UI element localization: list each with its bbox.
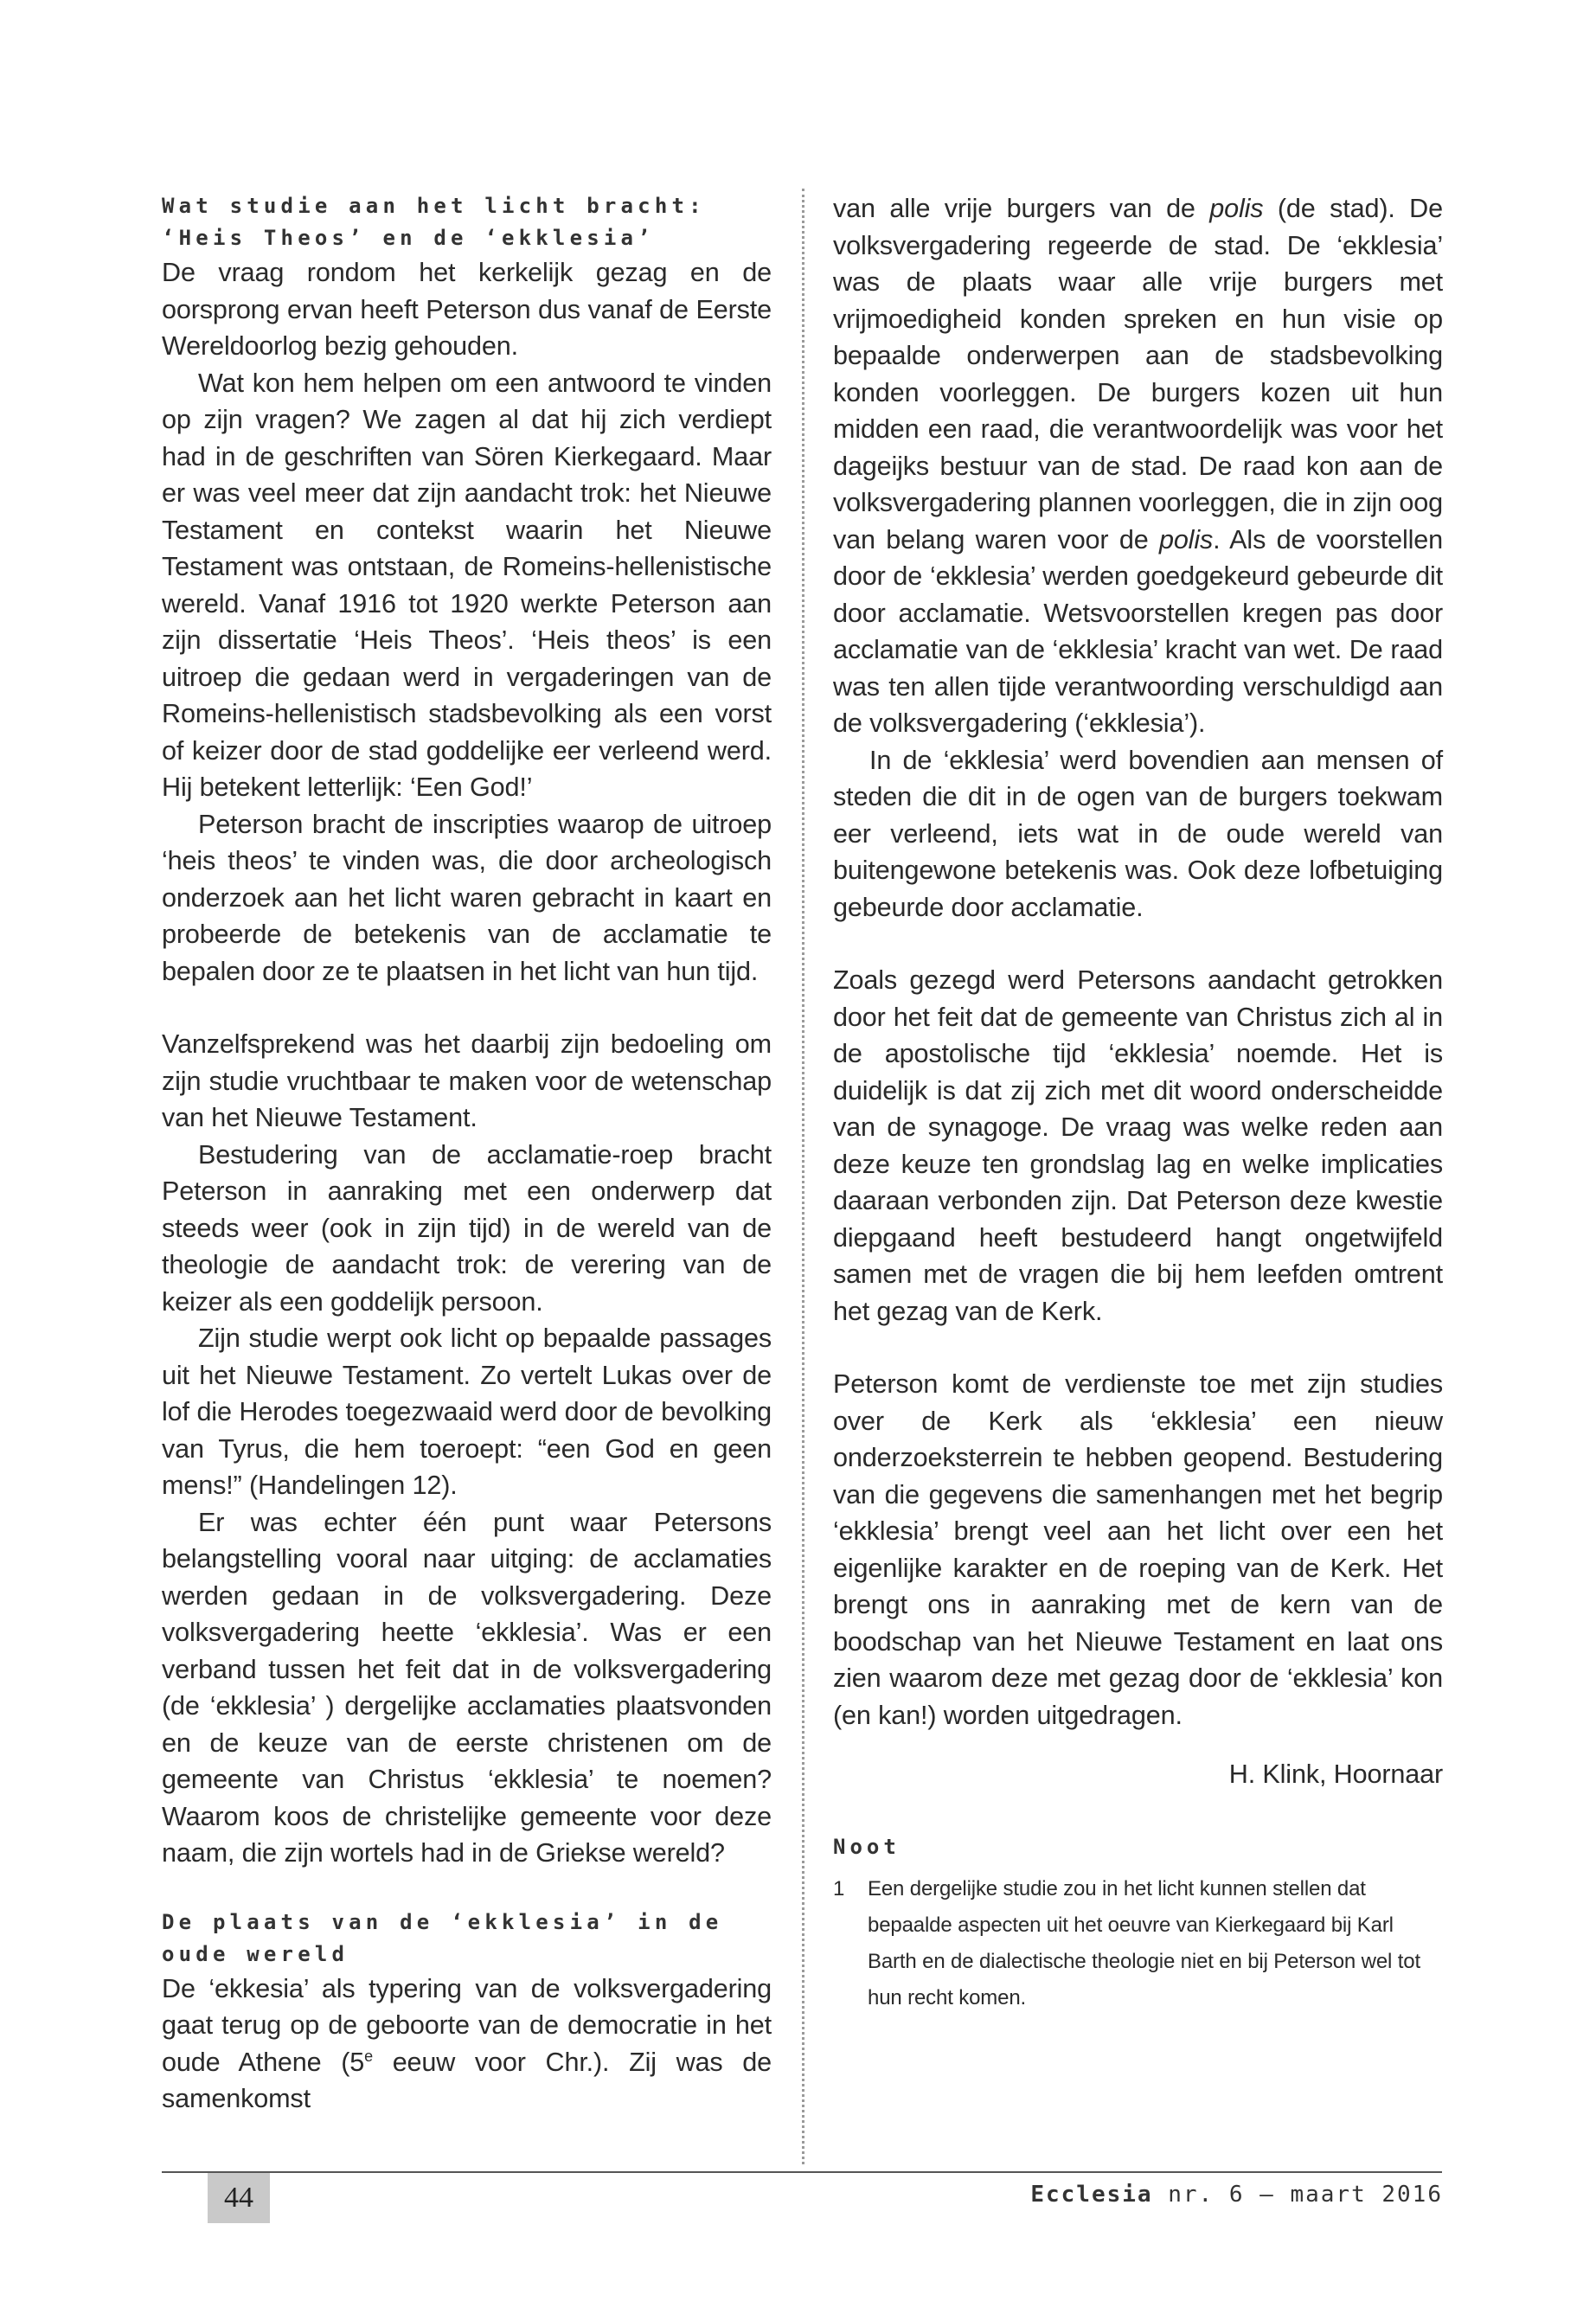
- paragraph: Zijn studie werpt ook licht op bepaalde passages uit het Nieuwe Testament. Zo vertelt Lukas over de lof die Herodes toegezwaaid werd door de bevolking van Tyrus, die hem toeroept: “een God en geen mens!” (Handelingen 12).: [162, 1324, 772, 1500]
- page-number: 44: [208, 2173, 270, 2223]
- section-heading-2: De plaats van de ‘ekklesia’ in de oude wereld: [162, 1909, 723, 1966]
- paragraph: In de ‘ekklesia’ werd bovendien aan mensen of steden die dit in de ogen van de burgers toekwam eer verleend, iets wat in de oude wereld van buitengewone betekenis was. Ook deze lofbetuiging gebeurde door acclamatie.: [833, 745, 1443, 922]
- footnote-text: Een dergelijke studie zou in het licht kunnen stellen dat bepaalde aspecten uit het oeuvre van Kierkegaard bij Karl Barth en de dialectische theologie niet en bij Peterson wel tot hun recht komen.: [868, 1876, 1420, 2009]
- paragraph: De vraag rondom het kerkelijk gezag en de oorsprong ervan heeft Peterson dus vanaf de Eerste Wereldoorlog bezig gehouden.: [162, 258, 772, 361]
- column-divider: [802, 189, 804, 2164]
- paragraph: van alle vrije burgers van de polis (de stad). De volksvergadering regeerde de stad. De ‘ekklesia’ was de plaats waar alle vrije burgers met vrijmoedigheid konden spreken en hun visie op bepaalde onderwerpen aan de stadsbevolking konden voorleggen. De burgers kozen uit hun midden een raad, die verantwoordelijk was voor het dageijks bestuur van de stad. De raad kon aan de volksvergadering plannen voorleggen, die in zijn oog van belang waren voor de polis. Als de voorstellen door de ‘ekklesia’ werden goedgekeurd gebeurde dit door acclamatie. Wetsvoorstellen kregen pas door acclamatie van de ‘ekklesia’ kracht van wet. De raad was ten allen tijde verantwoording verschuldigd aan de volksvergadering (‘ekklesia’).: [833, 194, 1443, 738]
- paragraph: Er was echter één punt waar Petersons belangstelling vooral naar uitging: de acclamaties werden gedaan in de volksvergadering. Deze volksvergadering heette ‘ekklesia’. Was er een verband tussen het feit dat in de volksvergadering (de ‘ekklesia’ ) dergelijke acclamaties plaatsvonden en de keuze van de eerste christenen om de gemeente van Christus ‘ekklesia’ te noemen? Waarom koos de christelijke gemeente voor deze naam, die zijn wortels had in de Griekse wereld?: [162, 1507, 772, 1868]
- left-column: [162, 190, 772, 2118]
- issue-info: nr. 6 — maart 2016: [1152, 2182, 1443, 2208]
- paragraph: Wat kon hem helpen om een antwoord te vinden op zijn vragen? We zagen al dat hij zich verdiept had in de geschriften van Sören Kierkegaard. Maar er was veel meer dat zijn aandacht trok: het Nieuwe Testament en contekst waarin het Nieuwe Testament was ontstaan, de Romeins-hellenistische wereld. Vanaf 1916 tot 1920 werkte Peterson aan zijn dissertatie ‘Heis Theos’. ‘Heis theos’ is een uitroep die gedaan werd in vergaderingen van de Romeins-hellenistisch stadsbevolking als een vorst of keizer door de stad goddelijke eer verleend werd. Hij betekent letterlijk: ‘Een God!’: [162, 368, 772, 802]
- note-heading: Noot: [833, 1834, 901, 1859]
- paragraph: Bestudering van de acclamatie-roep bracht Peterson in aanraking met een onderwerp dat steeds weer (ook in zijn tijd) in de wereld van de theologie de aandacht trok: de verering van de keizer als een goddelijk persoon.: [162, 1139, 772, 1317]
- footnote-number: 1: [833, 1876, 845, 1900]
- magazine-name: Ecclesia: [1030, 2182, 1153, 2208]
- footnote: [833, 1871, 1443, 2016]
- paragraph: Zoals gezegd werd Petersons aandacht getrokken door het feit dat de gemeente van Christus zich al in de apostolische tijd ‘ekklesia’ noemde. Het is duidelijk is dat zij zich met dit woord onderscheidde van de synagoge. De vraag was welke reden aan deze keuze ten grondslag lag en welke implicaties daaraan verbonden zijn. Dat Peterson deze kwestie diepgaand heeft bestudeerd hangt ongetwijfeld samen met de vragen die bij hem leefden omtrent het gezag van de Kerk.: [833, 965, 1443, 1326]
- author-signature: H. Klink, Hoornaar: [1228, 1759, 1443, 1789]
- paragraph: De ‘ekkesia’ als typering van de volksvergadering gaat terug op de geboorte van de democratie in het oude Athene (5e eeuw voor Chr.). Zij was de samenkomst: [162, 1973, 772, 2113]
- right-column: [833, 190, 1443, 2016]
- paragraph: Peterson bracht de inscripties waarop de uitroep ‘heis theos’ te vinden was, die door archeologisch onderzoek aan het licht waren gebracht in kaart en probeerde de betekenis van de acclamatie te bepalen door ze te plaatsen in het licht van hun tijd.: [162, 809, 772, 986]
- paragraph: Vanzelfsprekend was het daarbij zijn bedoeling om zijn studie vruchtbaar te maken voor de wetenschap van het Nieuwe Testament.: [162, 1029, 772, 1132]
- footer-publication: [1030, 2182, 1443, 2208]
- paragraph: Peterson komt de verdienste toe met zijn studies over de Kerk als ‘ekklesia’ een nieuw onderzoeksterrein te hebben geopend. Bestudering van die gegevens die samenhangen met het begrip ‘ekklesia’ brengt veel aan het licht over een het eigenlijke karakter en de roeping van de Kerk. Het brengt ons in aanraking met de kern van de boodschap van het Nieuwe Testament en laat ons zien waarom deze met gezag door de ‘ekklesia’ kon (en kan!) worden uitgedragen.: [833, 1369, 1443, 1730]
- section-heading-1: Wat studie aan het licht bracht: ‘Heis Theos’ en de ‘ekklesia’: [162, 194, 706, 250]
- footer-rule: [162, 2171, 1442, 2173]
